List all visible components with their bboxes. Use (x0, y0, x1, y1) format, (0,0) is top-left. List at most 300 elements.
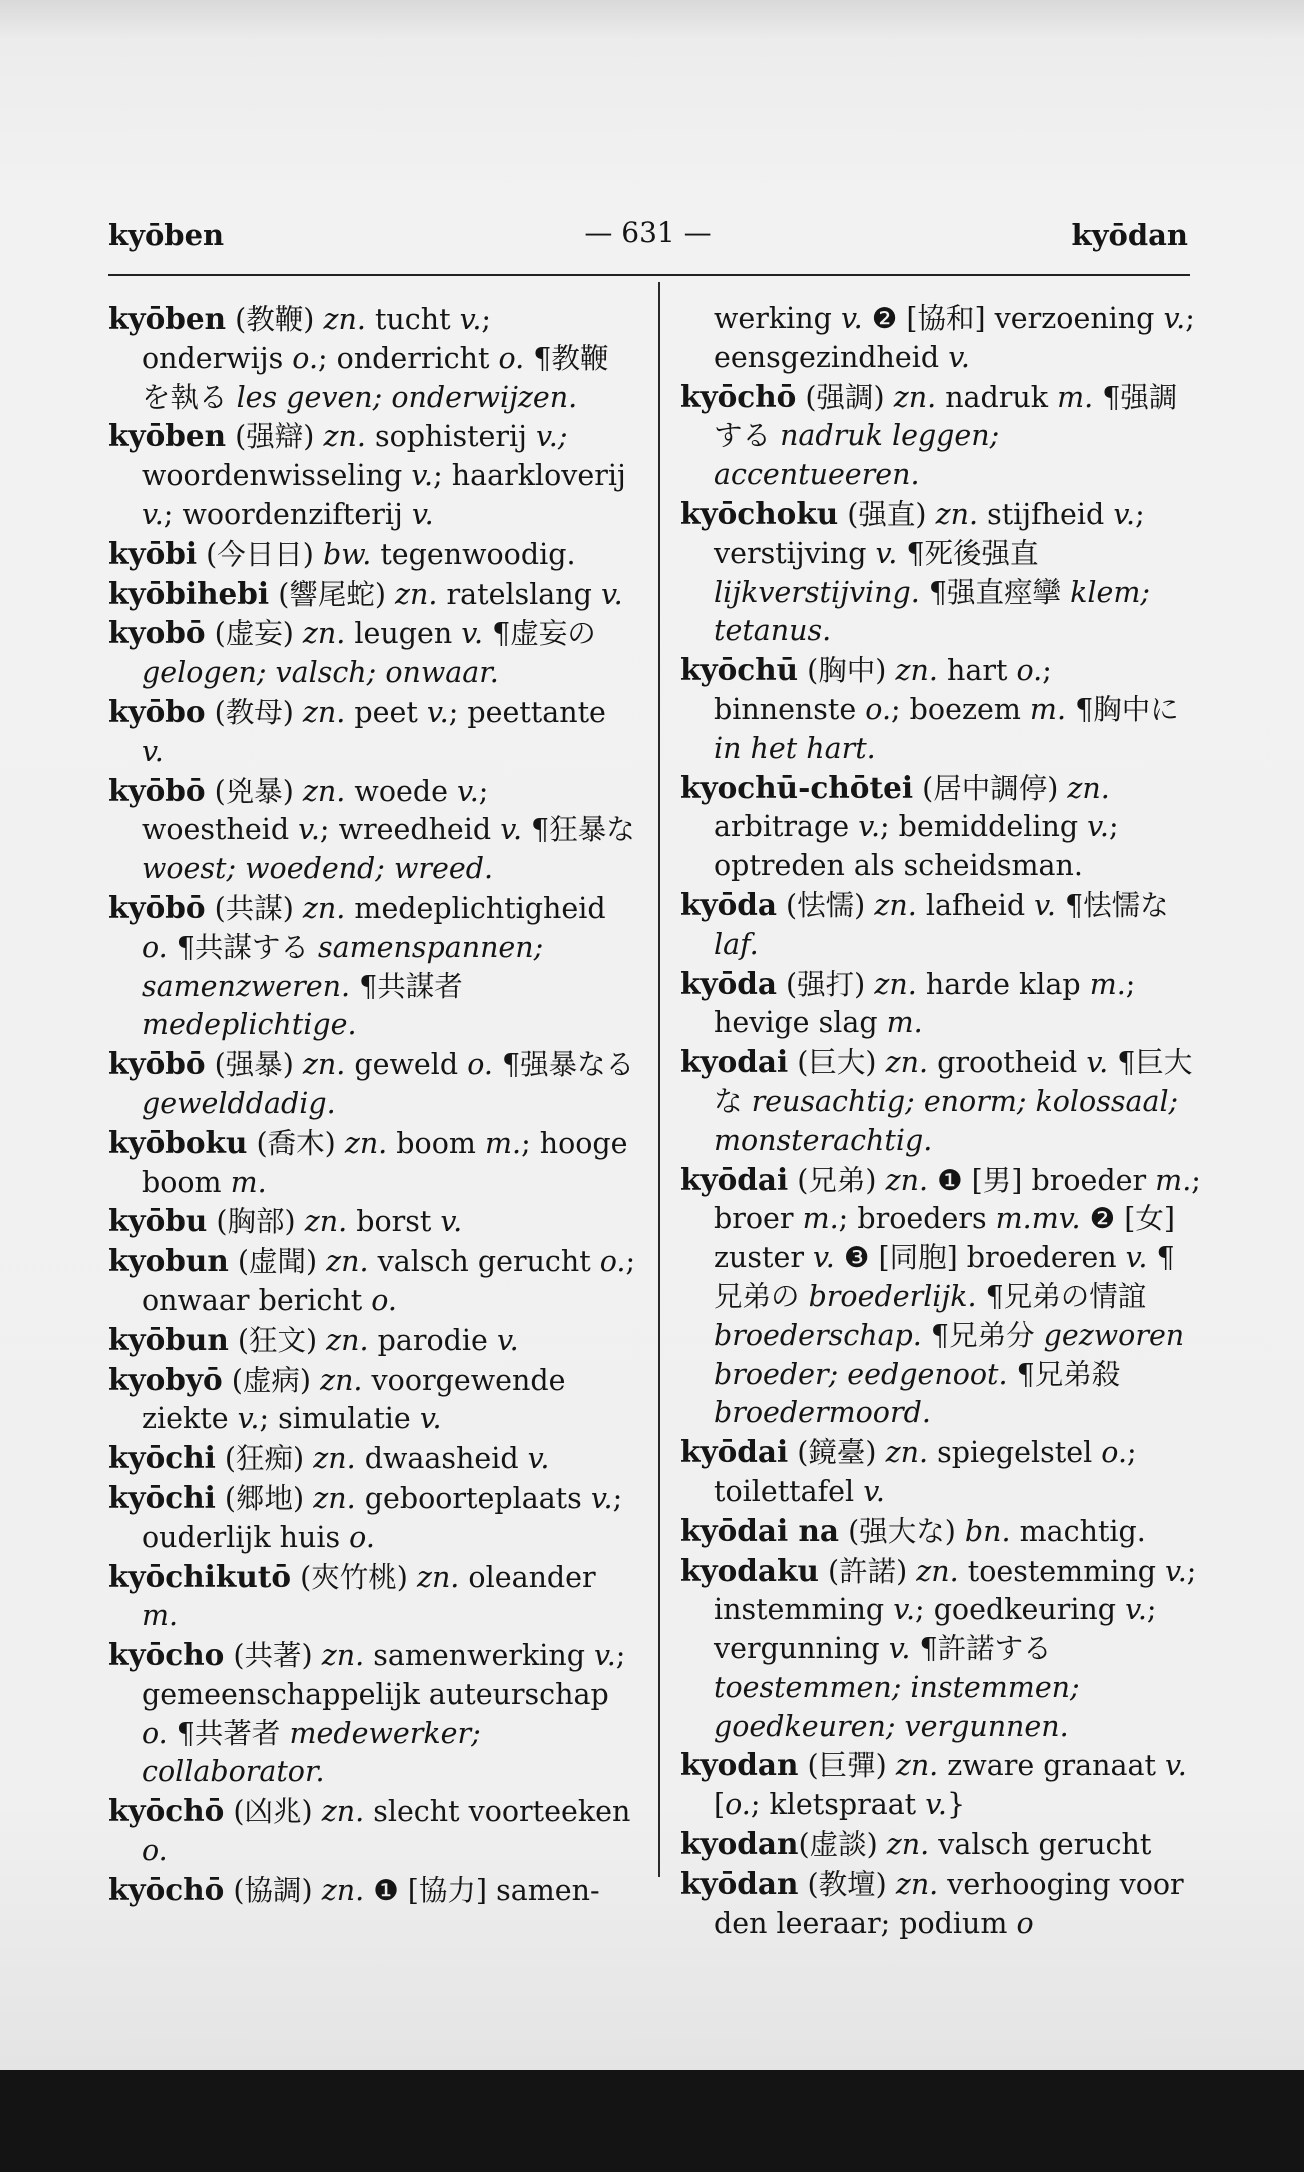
headword: kyōbi (108, 535, 198, 571)
entry-text: (兇暴) (205, 774, 303, 808)
entry-text: (狂文) (228, 1323, 327, 1357)
example-translation: broedermoord. (714, 1396, 931, 1430)
entry-text: ; boezem (891, 692, 1030, 726)
entry-text: woordenwisseling (142, 459, 412, 493)
grammar-label: v. (1113, 497, 1136, 531)
grammar-label: bn. (964, 1514, 1011, 1548)
entry-text: (凶兆) (224, 1795, 322, 1829)
entry-text: ; onderwijs (142, 303, 491, 375)
entry-text: ; vergunning (714, 1593, 1157, 1666)
dictionary-entry (108, 535, 636, 575)
grammar-label: o. (142, 1834, 168, 1868)
entry-text: ; woestheid (142, 774, 489, 847)
dictionary-entry (680, 1512, 1202, 1552)
entry-text: (胸中) (798, 654, 896, 688)
grammar-label: zn. (895, 1749, 939, 1783)
grammar-label: m. (802, 1202, 839, 1236)
grammar-label: v. (863, 1474, 885, 1508)
headword: kyodaku (680, 1552, 819, 1588)
entry-text: ¶狂暴な (522, 813, 635, 847)
grammar-label: zn. (302, 891, 346, 925)
entry-text: ; toilettafel (714, 1436, 1137, 1508)
grammar-label: bw. (322, 537, 372, 571)
grammar-label: o. (498, 341, 525, 375)
entry-text: spiegelstel (928, 1436, 1102, 1470)
entry-text: ; woordenzifterij (163, 497, 412, 531)
entry-text: oleander (459, 1560, 596, 1594)
dictionary-entry (108, 1045, 636, 1124)
entry-text: leugen (345, 617, 462, 651)
grammar-label: o. (865, 692, 892, 726)
headword: kyōchō (108, 1793, 225, 1829)
entry-text: (響尾蛇) (269, 577, 396, 611)
headword: kyōboku (108, 1124, 248, 1160)
entry-text: } (946, 1788, 966, 1822)
entry-text: stijfheid (978, 497, 1114, 531)
entry-text: (教壇) (798, 1867, 896, 1901)
grammar-label: o. (349, 1520, 375, 1554)
dictionary-entry (680, 1746, 1202, 1825)
headword: kyōdan (680, 1865, 799, 1901)
entry-text: ❷ [協和] verzoening (862, 302, 1164, 335)
grammar-label: zn. (885, 1046, 929, 1080)
dictionary-entry (108, 1361, 636, 1440)
entry-text: (居中調停) (913, 771, 1068, 805)
entry-text: ¶兄弟殺 (1007, 1357, 1121, 1391)
entry-text: valsch gerucht (929, 1828, 1152, 1862)
example-translation: in het hart. (714, 731, 876, 765)
grammar-label: o. (467, 1048, 493, 1082)
entry-text: valsch gerucht (368, 1245, 600, 1279)
headword: kyōben (108, 301, 227, 336)
grammar-label: v. (1086, 1046, 1109, 1080)
entry-text: (强暴) (205, 1048, 303, 1082)
entry-text: (虚聞) (228, 1245, 327, 1279)
entry-text: ¶兄弟の情誼 (976, 1279, 1147, 1313)
example-translation: broederschap. (714, 1318, 922, 1352)
entry-text: tegenwoodig. (371, 537, 576, 571)
entry-text: (今日日) (197, 537, 323, 571)
grammar-label: zn. (344, 1126, 388, 1160)
entry-text: (强大な) (839, 1514, 965, 1548)
header-first-entry: kyōben (108, 218, 225, 252)
entry-text: machtig. (1010, 1514, 1146, 1548)
entry-text: ¶强暴なる (492, 1048, 635, 1082)
dictionary-entry (680, 1161, 1202, 1434)
grammar-label: zn. (313, 1481, 356, 1515)
entry-text: ; kletspraat (750, 1788, 926, 1822)
example-translation: nadruk leggen; accentueeren. (714, 419, 1000, 492)
grammar-label: m. (1057, 380, 1094, 414)
entry-text: ; verstijving (714, 497, 1145, 570)
grammar-label: zn. (885, 1436, 929, 1470)
grammar-label: o (1016, 1906, 1034, 1940)
entry-text: ¶胸中に (1066, 692, 1179, 726)
entry-text: (教母) (205, 695, 303, 729)
headword: kyodai (680, 1044, 789, 1080)
entry-text: (教鞭) (226, 303, 324, 336)
grammar-label: zn. (326, 1323, 369, 1357)
headword: kyōchikutō (108, 1558, 292, 1594)
grammar-label: v. (875, 536, 898, 570)
grammar-label: zn. (874, 967, 917, 1001)
grammar-label: zn. (321, 1639, 365, 1673)
grammar-label: zn. (302, 1048, 346, 1082)
grammar-label: v. (1163, 302, 1186, 335)
entry-text: ; hevige slag (714, 967, 1136, 1040)
entry-text: ¶共著者 (167, 1716, 290, 1750)
grammar-label: m. (484, 1126, 522, 1160)
grammar-label: zn. (323, 303, 366, 336)
headword: kyōdai (680, 1434, 789, 1470)
headword: kyōchi (108, 1440, 216, 1476)
entry-text: medeplichtigheid (345, 891, 606, 925)
entry-text: lafheid (916, 888, 1035, 922)
grammar-label: o. (1101, 1436, 1127, 1470)
grammar-label: v. (888, 1632, 911, 1666)
entry-text: (狂痴) (215, 1442, 314, 1476)
dictionary-entry (680, 1433, 1202, 1512)
entry-text: (强直) (838, 497, 936, 531)
dictionary-entry (108, 1321, 636, 1361)
example-translation: toestemmen; instemmen; goedkeuren; vergunnen. (714, 1670, 1080, 1743)
dictionary-entry (680, 769, 1202, 886)
entry-text: voorgewende ziekte (142, 1363, 566, 1436)
entry-text: ; wreedheid (319, 813, 501, 847)
right-column (680, 300, 1202, 1943)
grammar-label: m.mv. (995, 1202, 1081, 1236)
dictionary-entry (680, 1825, 1202, 1865)
entry-text: ; broer (714, 1163, 1201, 1236)
headword: kyōbu (108, 1203, 208, 1239)
page-number: — 631 — (584, 216, 712, 249)
grammar-label: zn. (893, 380, 937, 414)
entry-text: ; goedkeuring (915, 1593, 1126, 1627)
grammar-label: zn. (323, 420, 366, 454)
entry-text: (强辯) (226, 420, 324, 454)
grammar-label: zn. (935, 497, 979, 531)
entry-text: sophisterij (365, 420, 537, 454)
grammar-label: v. (298, 813, 320, 847)
grammar-label: v. (457, 774, 479, 808)
headword: kyōchoku (680, 495, 839, 531)
example-translation: klem; tetanus. (714, 575, 1150, 648)
grammar-label: zn. (895, 654, 938, 688)
dictionary-entry (108, 889, 636, 1045)
grammar-label: zn. (886, 1828, 930, 1862)
entry-text: (怯懦) (777, 888, 875, 922)
entry-text: ratelslang (437, 577, 601, 611)
entry-text: (喬木) (247, 1126, 345, 1160)
grammar-label: m. (1029, 692, 1067, 726)
entry-text: ❶ [男] broeder (928, 1163, 1156, 1197)
entry-text: ; haarkloverij (433, 459, 626, 493)
scan-border (0, 2070, 1304, 2172)
entry-text: parodie (368, 1323, 497, 1357)
grammar-label: v. (419, 1402, 442, 1436)
grammar-label: zn. (916, 1554, 959, 1588)
grammar-label: zn. (302, 617, 346, 651)
header-last-entry: kyōdan (1071, 218, 1188, 252)
headword: kyōbō (108, 889, 206, 925)
entry-text: (協調) (224, 1873, 322, 1907)
entry-text: ¶虚妄の (483, 617, 596, 651)
grammar-label: v. (925, 1788, 947, 1822)
entry-text: (鏡臺) (788, 1436, 886, 1470)
entry-text: ; peettante (448, 695, 606, 729)
entry-text: arbitrage (714, 810, 859, 844)
entry-text: (巨彈) (798, 1749, 896, 1783)
headword: kyochū-chōtei (680, 769, 914, 805)
grammar-label: v. (948, 340, 970, 374)
example-translation: gelogen; valsch; onwaar. (142, 656, 499, 690)
dictionary-entry (108, 772, 636, 889)
grammar-label: o. (292, 341, 318, 375)
dictionary-entry (108, 300, 636, 417)
dictionary-entry (680, 300, 1202, 378)
headword: kyōbun (108, 1321, 229, 1357)
grammar-label: m. (142, 1599, 179, 1633)
grammar-label: o. (725, 1788, 751, 1822)
entry-text: ¶强直痙攣 (919, 575, 1071, 609)
grammar-label: o. (142, 1716, 168, 1750)
headword: kyōchi (108, 1479, 216, 1515)
dictionary-entry (108, 417, 636, 534)
entry-text: ¶怯懦な (1055, 888, 1169, 922)
headword: kyobun (108, 1243, 229, 1279)
example-translation: medeplichtige. (142, 1008, 357, 1042)
column-divider (658, 282, 660, 1877)
grammar-label: v.; (536, 420, 568, 454)
grammar-label: v. (1164, 1749, 1187, 1783)
headword: kyōbo (108, 693, 206, 729)
entry-text: ¶兄弟分 (921, 1318, 1044, 1352)
grammar-label: o. (599, 1245, 626, 1279)
grammar-label: zn. (874, 888, 917, 922)
entry-text: (巨大) (788, 1046, 886, 1080)
dictionary-entry (108, 1871, 636, 1911)
grammar-label: v. (142, 734, 164, 768)
dictionary-entry (680, 495, 1202, 651)
grammar-label: v. (590, 1481, 613, 1515)
headword: kyōben (108, 418, 227, 454)
dictionary-entry (108, 614, 636, 693)
headword: kyōbō (108, 1046, 206, 1082)
entry-text: harde klap (916, 967, 1090, 1001)
grammar-label: v. (459, 303, 482, 336)
grammar-label: zn. (395, 577, 438, 611)
grammar-label: zn. (321, 1873, 365, 1907)
grammar-label: zn. (302, 774, 346, 808)
grammar-label: v. (142, 497, 164, 531)
grammar-label: o. (371, 1283, 397, 1317)
entry-text: nadruk (936, 380, 1058, 414)
dictionary-entry (680, 1552, 1202, 1747)
headword: kyodan (680, 1747, 799, 1783)
entry-text: ; simulatie (259, 1402, 420, 1436)
dictionary-entry (108, 1242, 636, 1321)
entry-text: (許諾) (818, 1554, 917, 1588)
dictionary-entry (680, 378, 1202, 495)
grammar-label: v. (813, 1241, 835, 1275)
dictionary-entry (680, 651, 1202, 768)
entry-text: woede (345, 774, 458, 808)
dictionary-entry (680, 965, 1202, 1044)
grammar-label: v. (1125, 1241, 1148, 1275)
dictionary-entry (108, 1439, 636, 1479)
grammar-label: zn. (1067, 771, 1110, 805)
entry-text: (夾竹桃) (291, 1560, 417, 1594)
entry-text: ; hooge boom (142, 1126, 628, 1199)
entry-text: (虚妄) (205, 617, 303, 651)
dictionary-entry (108, 1124, 636, 1203)
entry-text: (郷地) (215, 1481, 314, 1515)
dictionary-entry (680, 1865, 1202, 1944)
grammar-label: m. (230, 1165, 267, 1199)
entry-text: (共謀) (205, 891, 303, 925)
entry-text: ; binnenste (714, 654, 1052, 726)
entry-text: toestemming (958, 1554, 1165, 1588)
grammar-label: m. (886, 1006, 923, 1040)
entry-text: (强打) (777, 967, 875, 1001)
entry-text: boom (387, 1126, 485, 1160)
entry-text: ; ouderlijk huis (142, 1481, 623, 1554)
entry-text: peet (345, 695, 427, 729)
grammar-label: o. (142, 930, 168, 964)
example-translation: samenspannen; samenzweren. (142, 930, 544, 1003)
grammar-label: v. (893, 1593, 916, 1627)
headword: kyōchō (680, 378, 797, 414)
example-translation: les geven; onderwijzen. (236, 380, 578, 414)
headword: kyōdai na (680, 1512, 840, 1548)
entry-text: ; eensgezindheid (714, 302, 1195, 374)
grammar-label: v. (1165, 1554, 1187, 1588)
grammar-label: v. (500, 813, 522, 847)
grammar-label: v. (527, 1442, 550, 1476)
entry-text: ; onderricht (318, 341, 499, 375)
grammar-label: v. (600, 577, 623, 611)
header-rule (108, 274, 1190, 276)
entry-text: ¶强調する (714, 380, 1178, 453)
dictionary-entry (108, 1636, 636, 1792)
grammar-label: v. (1125, 1593, 1147, 1627)
example-translation: medewerker; collaborator. (142, 1716, 481, 1789)
left-column (108, 300, 636, 1911)
headword: kyobō (108, 615, 206, 651)
entry-text: (虚病) (222, 1363, 321, 1397)
entry-text: ; bemiddeling (880, 810, 1088, 844)
entry-text: grootheid (928, 1046, 1087, 1080)
dictionary-entry (108, 1202, 636, 1242)
entry-text: ; gemeenschappelijk auteurschap (142, 1639, 626, 1711)
headword: kyōda (680, 886, 777, 922)
example-translation: woest; woedend; wreed. (142, 852, 494, 886)
entry-text: ¶死後强直 (897, 536, 1039, 570)
grammar-label: zn. (304, 1205, 348, 1239)
dictionary-entry (108, 1479, 636, 1558)
entry-text: ; instemming (714, 1554, 1197, 1627)
grammar-label: v. (840, 302, 863, 335)
headword: kyobyō (108, 1361, 223, 1397)
entry-text: verhooging voor den leeraar; podium (714, 1867, 1184, 1940)
entry-text: (兄弟) (788, 1163, 886, 1197)
entry-text: geboorteplaats (355, 1481, 591, 1515)
headword: kyōbō (108, 772, 206, 808)
entry-text: ¶共謀する (167, 930, 318, 964)
grammar-label: v. (1087, 810, 1109, 844)
grammar-label: m. (1089, 967, 1126, 1001)
example-translation: lijkverstijving. (714, 575, 920, 609)
dictionary-entry (108, 1558, 636, 1637)
grammar-label: v. (440, 1205, 463, 1239)
entry-text: (虚談) (798, 1828, 887, 1862)
grammar-label: zn. (416, 1560, 460, 1594)
headword: kyōbihebi (108, 575, 270, 611)
headword: kyōdai (680, 1161, 789, 1197)
grammar-label: v. (461, 617, 484, 651)
grammar-label: zn. (326, 1245, 369, 1279)
entry-text: (强調) (796, 380, 894, 414)
grammar-label: zn. (321, 1795, 365, 1829)
headword: kyōchū (680, 652, 799, 688)
running-head (108, 218, 1188, 258)
entry-text: dwaasheid (355, 1442, 528, 1476)
entry-text: tucht (365, 303, 460, 336)
entry-text: ❶ [協力] samen- (364, 1873, 600, 1907)
example-translation: gezworen broeder; eedgenoot. (714, 1318, 1185, 1391)
entry-text: samenwerking (364, 1639, 594, 1673)
entry-text: geweld (345, 1048, 468, 1082)
dictionary-entry (108, 575, 636, 615)
dictionary-entry (680, 886, 1202, 965)
grammar-label: v. (496, 1323, 519, 1357)
entry-text: werking (714, 302, 841, 335)
grammar-label: v. (237, 1402, 260, 1436)
grammar-label: v. (1034, 888, 1056, 922)
grammar-label: zn. (302, 695, 346, 729)
entry-text: ¶教鞭を執る (142, 341, 609, 414)
entry-text: ¶兄弟の (714, 1241, 1175, 1313)
entry-text: ; onwaar bericht (142, 1245, 636, 1317)
entry-text: (胸部) (207, 1205, 305, 1239)
dictionary-entry (108, 693, 636, 772)
dictionary-entry (108, 1792, 636, 1871)
entry-text: ; optreden als scheidsman. (714, 810, 1119, 883)
example-translation: broederlijk. (808, 1279, 977, 1313)
headword: kyodan (680, 1826, 799, 1862)
entry-text: ❸ [同胞] broederen (834, 1241, 1126, 1275)
grammar-label: v. (426, 695, 449, 729)
grammar-label: v. (594, 1639, 616, 1673)
entry-text: slecht voorteeken (364, 1795, 631, 1829)
entry-text: (共著) (224, 1639, 322, 1673)
dictionary-entry (680, 1043, 1202, 1160)
grammar-label: zn. (313, 1442, 356, 1476)
grammar-label: zn. (320, 1363, 363, 1397)
entry-text: hart (937, 654, 1017, 688)
entry-text: ¶許諾する (910, 1632, 1052, 1666)
entry-text: ¶共謀者 (350, 969, 463, 1003)
entry-text: ¶巨大な (714, 1046, 1193, 1118)
grammar-label: v. (411, 497, 434, 531)
grammar-label: o. (1016, 654, 1043, 688)
headword: kyōchō (108, 1871, 225, 1907)
grammar-label: v. (411, 459, 434, 493)
headword: kyōda (680, 965, 777, 1001)
headword: kyōcho (108, 1637, 225, 1673)
example-translation: reusachtig; enorm; kolossaal; monsterachtig. (714, 1084, 1179, 1157)
example-translation: gewelddadig. (142, 1086, 336, 1120)
